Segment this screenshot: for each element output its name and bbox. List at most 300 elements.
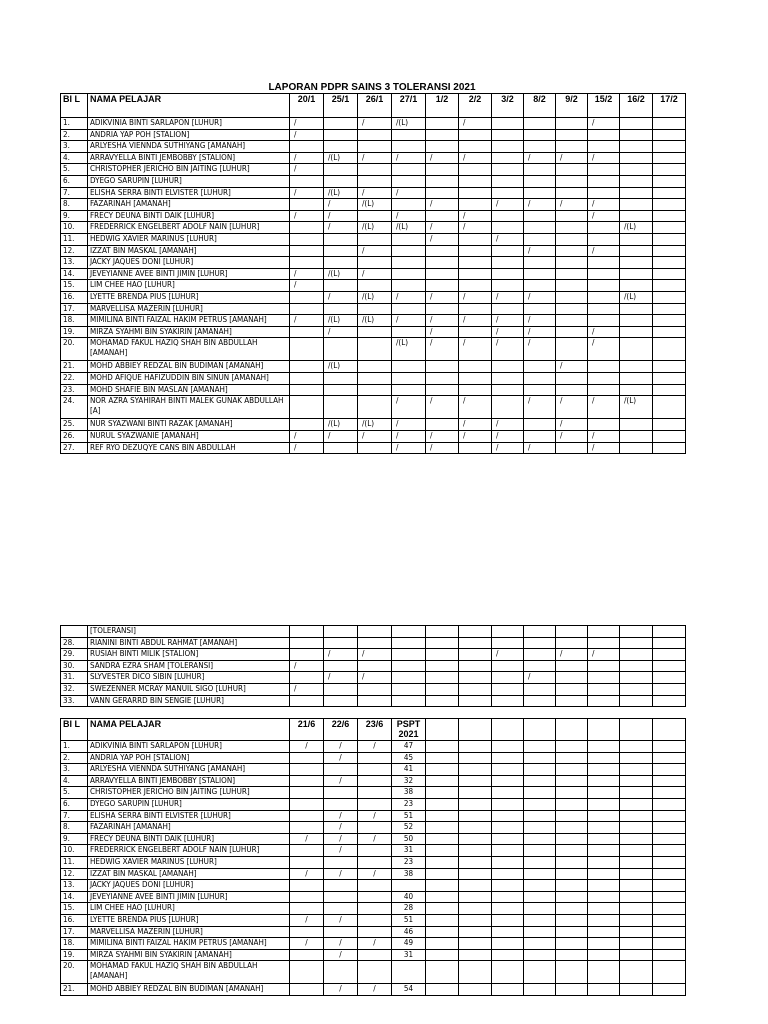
attendance-cell	[459, 891, 492, 903]
row-number: 21.	[61, 361, 88, 373]
attendance-cell	[653, 245, 686, 257]
attendance-cell	[653, 961, 686, 984]
attendance-cell: /	[358, 649, 392, 661]
attendance-cell	[492, 672, 524, 684]
attendance-cell	[556, 764, 588, 776]
attendance-cell	[620, 442, 653, 454]
attendance-cell: /	[392, 210, 426, 222]
attendance-cell	[358, 361, 392, 373]
attendance-cell	[524, 695, 556, 707]
attendance-cell	[358, 787, 392, 799]
attendance-cell	[358, 660, 392, 672]
student-name: RIANINI BINTI ABDUL RAHMAT [AMANAH]	[88, 637, 290, 649]
attendance-cell	[524, 118, 556, 130]
attendance-cell	[620, 257, 653, 269]
attendance-cell	[290, 233, 324, 245]
attendance-cell	[653, 175, 686, 187]
attendance-cell	[588, 141, 620, 153]
attendance-cell	[459, 914, 492, 926]
attendance-cell	[426, 683, 459, 695]
table-row	[61, 798, 686, 810]
attendance-cell	[524, 637, 556, 649]
attendance-cell	[324, 787, 358, 799]
attendance-cell	[524, 833, 556, 845]
table-row	[61, 373, 686, 385]
row-number: 7.	[61, 810, 88, 822]
column-header: 2/2	[459, 94, 492, 118]
attendance-cell	[426, 752, 459, 764]
attendance-cell	[426, 384, 459, 396]
attendance-cell: /(L)	[620, 222, 653, 234]
attendance-cell	[524, 280, 556, 292]
attendance-cell	[620, 868, 653, 880]
page-title: LAPORAN PDPR SAINS 3 TOLERANSI 2021	[268, 82, 476, 93]
attendance-cell	[426, 856, 459, 868]
attendance-cell	[620, 175, 653, 187]
column-header: 9/2	[556, 94, 588, 118]
student-name: LYETTE BRENDA PIUS [LUHUR]	[88, 291, 290, 303]
attendance-cell	[620, 338, 653, 361]
attendance-cell	[653, 798, 686, 810]
attendance-cell	[556, 233, 588, 245]
attendance-cell	[653, 637, 686, 649]
table-row	[61, 752, 686, 764]
attendance-cell: 23	[392, 798, 426, 810]
column-header: 3/2	[492, 94, 524, 118]
attendance-cell	[653, 233, 686, 245]
student-name: SANDRA EZRA SHAM [TOLERANSI]	[88, 660, 290, 672]
attendance-cell	[588, 187, 620, 199]
attendance-cell	[556, 903, 588, 915]
attendance-cell	[556, 672, 588, 684]
attendance-cell	[426, 868, 459, 880]
attendance-cell	[426, 373, 459, 385]
attendance-cell: /	[290, 315, 324, 327]
attendance-cell	[358, 373, 392, 385]
attendance-cell	[358, 338, 392, 361]
attendance-cell: /	[358, 868, 392, 880]
attendance-cell: /	[524, 152, 556, 164]
row-number: 12.	[61, 245, 88, 257]
student-name: ANDRIA YAP POH [STALION]	[88, 129, 290, 141]
table-row	[61, 764, 686, 776]
attendance-cell	[556, 961, 588, 984]
attendance-cell	[653, 891, 686, 903]
table-row	[61, 672, 686, 684]
attendance-cell: /	[426, 326, 459, 338]
attendance-cell: /	[324, 741, 358, 753]
attendance-cell	[426, 961, 459, 984]
attendance-cell: /(L)	[392, 118, 426, 130]
attendance-cell	[620, 268, 653, 280]
column-header	[459, 719, 492, 741]
attendance-cell	[324, 141, 358, 153]
attendance-cell: /	[358, 118, 392, 130]
attendance-cell	[556, 442, 588, 454]
attendance-cell	[620, 752, 653, 764]
attendance-cell	[426, 129, 459, 141]
attendance-cell	[290, 880, 324, 892]
attendance-cell: /	[290, 118, 324, 130]
column-header: 20/1	[290, 94, 324, 118]
attendance-cell	[324, 442, 358, 454]
attendance-cell	[588, 868, 620, 880]
attendance-cell	[290, 199, 324, 211]
attendance-cell	[392, 695, 426, 707]
attendance-cell: /	[290, 280, 324, 292]
attendance-cell: /	[459, 338, 492, 361]
attendance-cell	[324, 303, 358, 315]
column-header: BI L	[61, 719, 88, 741]
attendance-cell	[620, 833, 653, 845]
attendance-cell	[459, 326, 492, 338]
attendance-cell	[290, 373, 324, 385]
attendance-cell	[290, 222, 324, 234]
student-name: ARRAVYELLA BINTI JEMBOBBY [STALION]	[88, 152, 290, 164]
attendance-cell: /(L)	[324, 268, 358, 280]
attendance-cell	[358, 280, 392, 292]
row-number: 16.	[61, 291, 88, 303]
attendance-cell	[653, 741, 686, 753]
attendance-cell: /	[426, 315, 459, 327]
attendance-cell	[620, 961, 653, 984]
attendance-cell: /	[358, 938, 392, 950]
attendance-cell	[556, 949, 588, 961]
row-number: 25.	[61, 419, 88, 431]
attendance-cell	[524, 938, 556, 950]
attendance-cell: /	[290, 683, 324, 695]
attendance-cell: /	[392, 291, 426, 303]
attendance-cell	[358, 233, 392, 245]
attendance-cell	[426, 891, 459, 903]
attendance-cell: /	[358, 984, 392, 996]
attendance-cell	[492, 903, 524, 915]
attendance-cell	[588, 764, 620, 776]
attendance-cell	[556, 984, 588, 996]
row-number: 7.	[61, 187, 88, 199]
table-row	[61, 384, 686, 396]
attendance-cell: /	[524, 245, 556, 257]
attendance-cell: /	[324, 822, 358, 834]
attendance-cell	[459, 626, 492, 638]
student-name: IZZAT BIN MASKAL [AMANAH]	[88, 868, 290, 880]
attendance-cell	[324, 384, 358, 396]
attendance-cell: /	[426, 152, 459, 164]
attendance-cell	[426, 810, 459, 822]
table-row	[61, 891, 686, 903]
attendance-cell	[492, 752, 524, 764]
attendance-cell	[492, 938, 524, 950]
attendance-cell	[426, 303, 459, 315]
table-row	[61, 210, 686, 222]
attendance-cell	[620, 626, 653, 638]
attendance-cell	[358, 775, 392, 787]
table-row	[61, 326, 686, 338]
attendance-cell	[588, 637, 620, 649]
column-header	[620, 719, 653, 741]
attendance-cell: /	[324, 833, 358, 845]
attendance-cell	[324, 164, 358, 176]
student-name: ADIKVINIA BINTI SARLAPON [LUHUR]	[88, 741, 290, 753]
attendance-cell	[426, 257, 459, 269]
attendance-cell	[324, 798, 358, 810]
row-number: 29.	[61, 649, 88, 661]
table-row	[61, 129, 686, 141]
attendance-cell: /	[588, 245, 620, 257]
attendance-cell: /	[358, 152, 392, 164]
row-number: 8.	[61, 822, 88, 834]
attendance-cell	[324, 396, 358, 419]
student-name: MIRZA SYAHMI BIN SYAKIRIN [AMANAH]	[88, 949, 290, 961]
attendance-cell: /	[459, 315, 492, 327]
attendance-cell	[653, 141, 686, 153]
student-name: JACKY JAQUES DONI [LUHUR]	[88, 257, 290, 269]
attendance-cell: /	[492, 649, 524, 661]
student-name: FREDERRICK ENGELBERT ADOLF NAIN [LUHUR]	[88, 222, 290, 234]
attendance-cell	[653, 152, 686, 164]
attendance-cell	[290, 396, 324, 419]
attendance-cell	[556, 891, 588, 903]
table-row	[61, 845, 686, 857]
student-name: MOHD ABBIEY REDZAL BIN BUDIMAN [AMANAH]	[88, 361, 290, 373]
attendance-cell	[492, 741, 524, 753]
attendance-cell	[653, 660, 686, 672]
attendance-cell: /	[588, 649, 620, 661]
attendance-cell	[392, 141, 426, 153]
attendance-cell	[524, 845, 556, 857]
attendance-cell	[324, 856, 358, 868]
attendance-cell	[556, 637, 588, 649]
attendance-cell: /(L)	[324, 187, 358, 199]
student-name: FAZARINAH [AMANAH]	[88, 822, 290, 834]
attendance-cell	[620, 233, 653, 245]
attendance-cell: /(L)	[324, 361, 358, 373]
attendance-cell	[290, 175, 324, 187]
attendance-cell	[324, 903, 358, 915]
attendance-cell	[653, 984, 686, 996]
attendance-cell	[588, 164, 620, 176]
attendance-cell	[392, 326, 426, 338]
attendance-cell	[459, 672, 492, 684]
attendance-cell: /	[324, 431, 358, 443]
attendance-cell: /	[290, 268, 324, 280]
attendance-cell	[620, 926, 653, 938]
row-number: 13.	[61, 880, 88, 892]
header-row	[61, 94, 686, 118]
attendance-cell: /	[324, 326, 358, 338]
student-name: FREDERRICK ENGELBERT ADOLF NAIN [LUHUR]	[88, 845, 290, 857]
attendance-cell: /	[324, 949, 358, 961]
attendance-cell: 28	[392, 903, 426, 915]
attendance-cell: 46	[392, 926, 426, 938]
attendance-cell	[392, 303, 426, 315]
attendance-cell	[426, 822, 459, 834]
column-header: 22/6	[324, 719, 358, 741]
attendance-cell	[556, 845, 588, 857]
student-name: FRECY DEUNA BINTI DAIK [LUHUR]	[88, 833, 290, 845]
student-name: HEDWIG XAVIER MARINUS [LUHUR]	[88, 233, 290, 245]
attendance-cell: 38	[392, 787, 426, 799]
attendance-cell	[392, 660, 426, 672]
attendance-table-3	[60, 718, 686, 996]
attendance-cell: 45	[392, 752, 426, 764]
attendance-cell: /	[324, 868, 358, 880]
attendance-cell	[426, 764, 459, 776]
student-name: DYEGO SARUPIN [LUHUR]	[88, 175, 290, 187]
attendance-cell	[620, 683, 653, 695]
attendance-cell	[524, 856, 556, 868]
attendance-cell	[588, 938, 620, 950]
attendance-cell	[492, 926, 524, 938]
student-name: ARLYESHA VIENNDA SUTHIYANG [AMANAH]	[88, 141, 290, 153]
student-name: NOR AZRA SYAHIRAH BINTI MALEK GUNAK ABDULLAH [A]	[88, 396, 290, 419]
table-row	[61, 442, 686, 454]
attendance-cell	[524, 222, 556, 234]
attendance-cell: /	[426, 431, 459, 443]
attendance-cell	[426, 419, 459, 431]
attendance-cell	[653, 764, 686, 776]
attendance-cell: /	[358, 810, 392, 822]
attendance-cell: /	[459, 222, 492, 234]
attendance-cell: 51	[392, 810, 426, 822]
attendance-cell	[653, 257, 686, 269]
attendance-cell	[492, 637, 524, 649]
attendance-cell: /	[459, 431, 492, 443]
table-row	[61, 152, 686, 164]
attendance-cell	[524, 268, 556, 280]
attendance-cell	[290, 984, 324, 996]
attendance-cell	[556, 373, 588, 385]
table-row	[61, 775, 686, 787]
attendance-cell: /	[492, 419, 524, 431]
attendance-cell	[324, 683, 358, 695]
attendance-cell	[324, 637, 358, 649]
attendance-cell	[588, 984, 620, 996]
row-number: 30.	[61, 660, 88, 672]
attendance-cell	[324, 660, 358, 672]
attendance-cell	[524, 384, 556, 396]
attendance-cell	[492, 695, 524, 707]
attendance-cell: /(L)	[620, 396, 653, 419]
attendance-cell	[459, 268, 492, 280]
attendance-cell	[459, 373, 492, 385]
attendance-cell	[358, 891, 392, 903]
column-header: 17/2	[653, 94, 686, 118]
attendance-cell	[620, 741, 653, 753]
column-header: 15/2	[588, 94, 620, 118]
attendance-cell	[653, 752, 686, 764]
attendance-cell: /	[556, 396, 588, 419]
attendance-cell	[426, 268, 459, 280]
header-row	[61, 719, 686, 741]
attendance-cell	[426, 175, 459, 187]
attendance-cell: /	[492, 315, 524, 327]
attendance-cell	[459, 257, 492, 269]
row-number: 20.	[61, 961, 88, 984]
attendance-cell: /	[290, 442, 324, 454]
row-number: 1.	[61, 741, 88, 753]
attendance-cell: /	[524, 291, 556, 303]
attendance-cell	[653, 199, 686, 211]
row-number: 21.	[61, 984, 88, 996]
attendance-cell: /(L)	[620, 291, 653, 303]
attendance-cell	[459, 280, 492, 292]
attendance-cell	[588, 961, 620, 984]
attendance-cell	[426, 695, 459, 707]
attendance-cell	[588, 810, 620, 822]
attendance-cell	[492, 880, 524, 892]
attendance-cell	[556, 384, 588, 396]
attendance-cell	[556, 118, 588, 130]
row-number: 10.	[61, 845, 88, 857]
table-row	[61, 419, 686, 431]
attendance-cell	[653, 373, 686, 385]
attendance-cell	[290, 361, 324, 373]
attendance-cell	[620, 810, 653, 822]
attendance-cell	[524, 303, 556, 315]
attendance-cell	[556, 798, 588, 810]
attendance-cell	[620, 303, 653, 315]
row-number: 5.	[61, 787, 88, 799]
attendance-cell	[358, 442, 392, 454]
student-name: MIMILINA BINTI FAIZAL HAKIM PETRUS [AMANAH]	[88, 315, 290, 327]
table-row	[61, 637, 686, 649]
attendance-cell	[524, 210, 556, 222]
attendance-cell	[459, 187, 492, 199]
attendance-cell	[426, 775, 459, 787]
table-row	[61, 141, 686, 153]
attendance-cell	[392, 649, 426, 661]
student-name: CHRISTOPHER JERICHO BIN JAITING [LUHUR]	[88, 164, 290, 176]
attendance-cell	[588, 291, 620, 303]
attendance-cell	[459, 903, 492, 915]
attendance-cell	[459, 868, 492, 880]
table-row	[61, 649, 686, 661]
attendance-cell: /	[426, 233, 459, 245]
attendance-cell: /	[492, 326, 524, 338]
table-row	[61, 315, 686, 327]
attendance-cell	[290, 845, 324, 857]
attendance-cell	[358, 926, 392, 938]
attendance-cell	[290, 291, 324, 303]
attendance-cell: /	[588, 396, 620, 419]
attendance-cell	[620, 775, 653, 787]
attendance-cell	[653, 164, 686, 176]
attendance-cell	[426, 949, 459, 961]
attendance-cell: /	[556, 419, 588, 431]
attendance-cell: 54	[392, 984, 426, 996]
attendance-cell	[358, 637, 392, 649]
attendance-cell	[358, 856, 392, 868]
attendance-cell: /(L)	[324, 315, 358, 327]
attendance-cell	[524, 187, 556, 199]
attendance-cell: 51	[392, 914, 426, 926]
row-number: 16.	[61, 914, 88, 926]
attendance-cell: /	[392, 396, 426, 419]
attendance-cell: /(L)	[358, 315, 392, 327]
table-row	[61, 914, 686, 926]
attendance-cell	[392, 280, 426, 292]
attendance-cell: /(L)	[358, 291, 392, 303]
attendance-cell	[556, 268, 588, 280]
attendance-cell: /	[324, 291, 358, 303]
row-number: 2.	[61, 129, 88, 141]
attendance-cell	[653, 810, 686, 822]
attendance-cell	[653, 683, 686, 695]
attendance-cell	[324, 880, 358, 892]
attendance-cell	[358, 303, 392, 315]
attendance-cell	[492, 141, 524, 153]
